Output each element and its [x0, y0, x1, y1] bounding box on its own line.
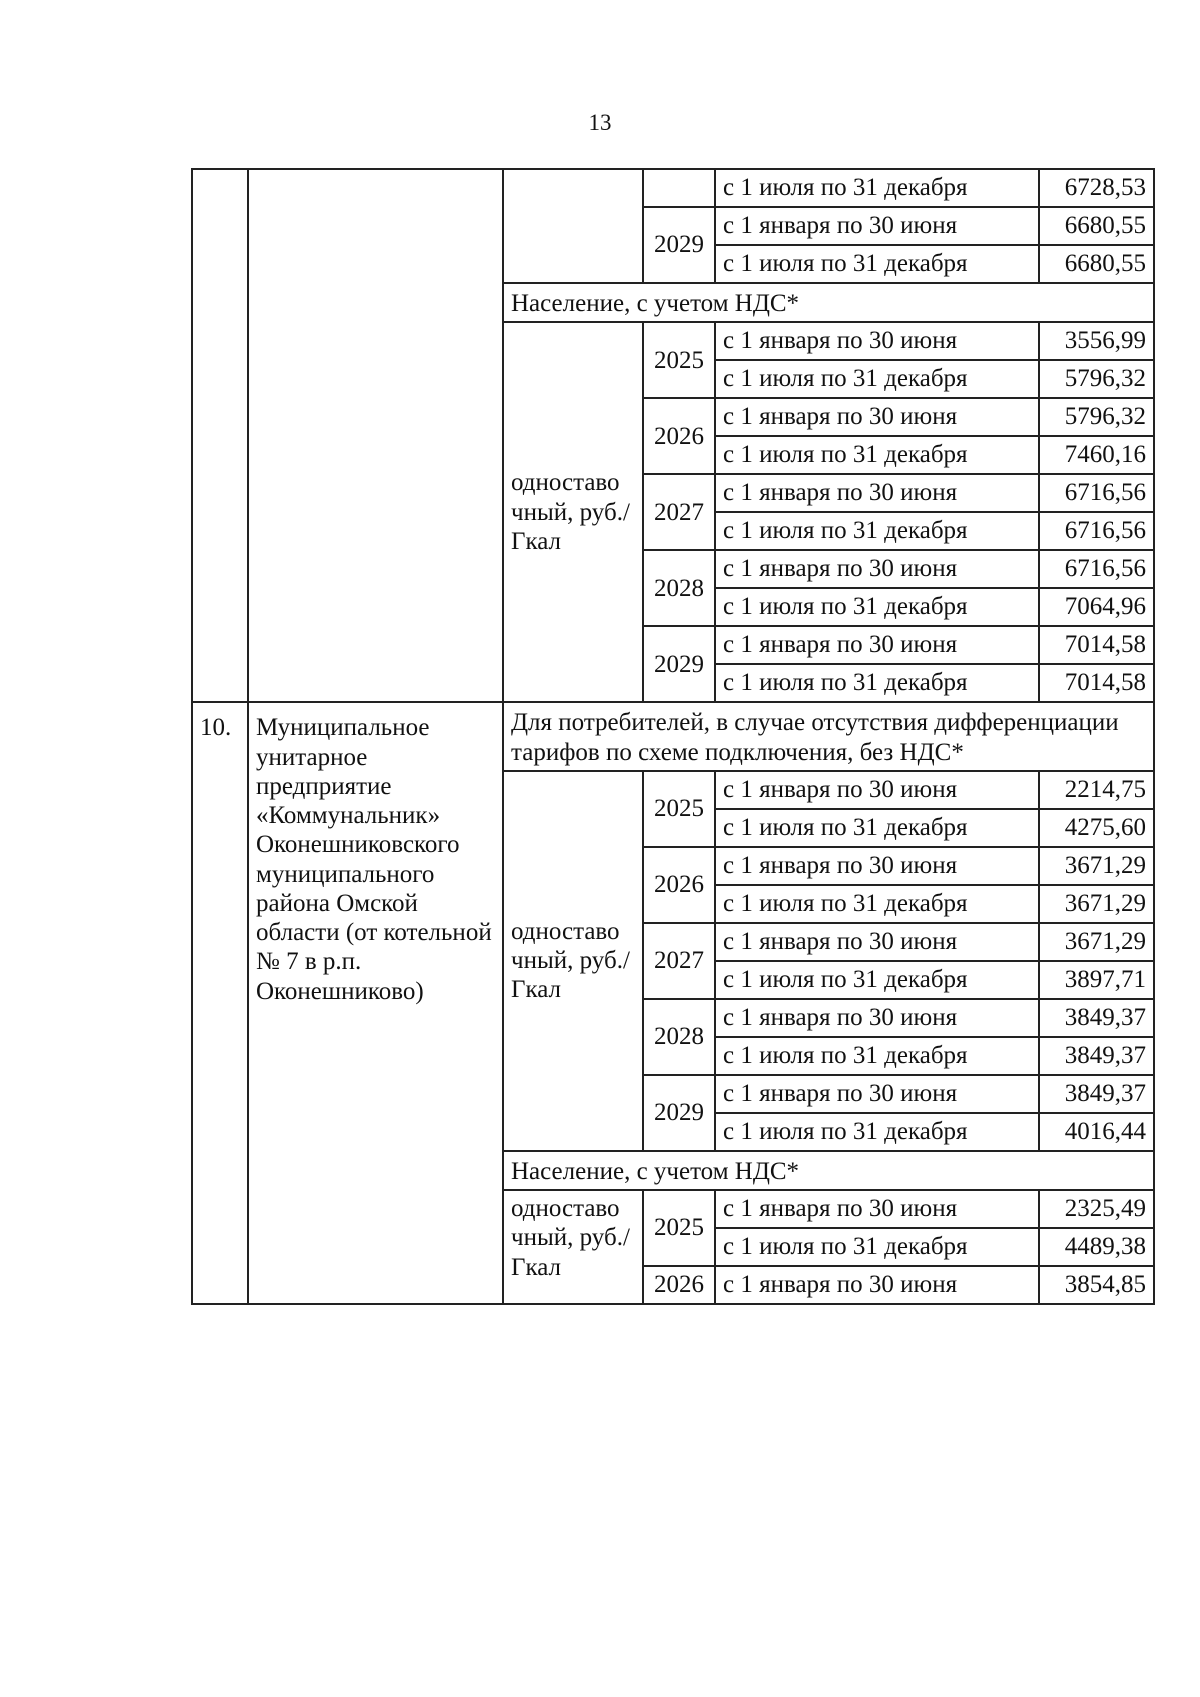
tariff-value: 3854,85: [1039, 1266, 1154, 1304]
tariff-value: 2214,75: [1039, 771, 1154, 809]
period-cell: с 1 июля по 31 декабря: [715, 588, 1039, 626]
period-cell: с 1 июля по 31 декабря: [715, 1228, 1039, 1266]
tariff-value: 3671,29: [1039, 847, 1154, 885]
row-number-cell: [192, 169, 248, 702]
period-cell: с 1 января по 30 июня: [715, 207, 1039, 245]
tariff-value: 3849,37: [1039, 999, 1154, 1037]
tariff-value: 6728,53: [1039, 169, 1154, 207]
tariff-value: 3849,37: [1039, 1075, 1154, 1113]
year-cell: 2026: [643, 398, 715, 474]
year-cell: 2029: [643, 1075, 715, 1151]
table-row: [192, 169, 1154, 207]
period-cell: с 1 июля по 31 декабря: [715, 809, 1039, 847]
page-number: 13: [588, 110, 612, 135]
tariff-value: 3556,99: [1039, 322, 1154, 360]
year-cell: 2026: [643, 847, 715, 923]
tariff-value: 6680,55: [1039, 245, 1154, 283]
tariff-value: 4016,44: [1039, 1113, 1154, 1151]
tariff-value: 7460,16: [1039, 436, 1154, 474]
period-cell: с 1 января по 30 июня: [715, 474, 1039, 512]
tariff-value: 2325,49: [1039, 1190, 1154, 1228]
tariff-value: 5796,32: [1039, 398, 1154, 436]
tariff-value: 3671,29: [1039, 923, 1154, 961]
period-cell: с 1 января по 30 июня: [715, 322, 1039, 360]
year-cell: [643, 169, 715, 207]
period-cell: с 1 января по 30 июня: [715, 847, 1039, 885]
period-cell: с 1 января по 30 июня: [715, 626, 1039, 664]
tariff-value: 6716,56: [1039, 550, 1154, 588]
tariff-value: 3897,71: [1039, 961, 1154, 999]
tariff-value: 6680,55: [1039, 207, 1154, 245]
period-cell: с 1 июля по 31 декабря: [715, 169, 1039, 207]
year-cell: 2025: [643, 322, 715, 398]
period-cell: с 1 января по 30 июня: [715, 923, 1039, 961]
period-cell: с 1 июля по 31 декабря: [715, 664, 1039, 702]
population-header: Население, с учетом НДС*: [503, 1151, 1154, 1190]
section-header-row: [192, 702, 1154, 771]
year-cell: 2027: [643, 474, 715, 550]
consumers-header: Для потребителей, в случае отсутствия дифференциации тарифов по схеме подключения, без НДС*: [503, 702, 1154, 771]
tariff-kind-cell: одноставо чный, руб./Гкал: [503, 1190, 643, 1304]
tariff-value: 4489,38: [1039, 1228, 1154, 1266]
year-cell: 2029: [643, 626, 715, 702]
organization-cell: Муниципальное унитарное предприятие «Коммунальник» Оконешниковского муниципального района Омской области (от котельной № 7 в р.п. Оконешниково): [248, 702, 503, 1304]
population-header: Население, с учетом НДС*: [503, 283, 1154, 322]
row-number-cell: 10.: [192, 702, 248, 1304]
tariff-value: 7014,58: [1039, 664, 1154, 702]
tariff-value: 6716,56: [1039, 474, 1154, 512]
tariff-value: 3849,37: [1039, 1037, 1154, 1075]
tariff-kind-cell: одноставо чный, руб./Гкал: [503, 322, 643, 702]
period-cell: с 1 июля по 31 декабря: [715, 245, 1039, 283]
period-cell: с 1 июля по 31 декабря: [715, 885, 1039, 923]
period-cell: с 1 января по 30 июня: [715, 999, 1039, 1037]
tariff-kind-cell: [503, 169, 643, 283]
period-cell: с 1 июля по 31 декабря: [715, 1113, 1039, 1151]
tariff-value: 3671,29: [1039, 885, 1154, 923]
year-cell: 2025: [643, 771, 715, 847]
tariff-value: 6716,56: [1039, 512, 1154, 550]
year-cell: 2029: [643, 207, 715, 283]
year-cell: 2028: [643, 999, 715, 1075]
period-cell: с 1 января по 30 июня: [715, 771, 1039, 809]
period-cell: с 1 июля по 31 декабря: [715, 512, 1039, 550]
period-cell: с 1 января по 30 июня: [715, 1075, 1039, 1113]
year-cell: 2027: [643, 923, 715, 999]
tariff-value: 7064,96: [1039, 588, 1154, 626]
period-cell: с 1 июля по 31 декабря: [715, 360, 1039, 398]
period-cell: с 1 января по 30 июня: [715, 398, 1039, 436]
tariff-value: 4275,60: [1039, 809, 1154, 847]
period-cell: с 1 июля по 31 декабря: [715, 1037, 1039, 1075]
tariff-value: 7014,58: [1039, 626, 1154, 664]
year-cell: 2028: [643, 550, 715, 626]
tariff-value: 5796,32: [1039, 360, 1154, 398]
period-cell: с 1 января по 30 июня: [715, 1190, 1039, 1228]
period-cell: с 1 июля по 31 декабря: [715, 436, 1039, 474]
year-cell: 2026: [643, 1266, 715, 1304]
period-cell: с 1 января по 30 июня: [715, 1266, 1039, 1304]
period-cell: с 1 июля по 31 декабря: [715, 961, 1039, 999]
year-cell: 2025: [643, 1190, 715, 1266]
tariff-kind-cell: одноставо чный, руб./Гкал: [503, 771, 643, 1151]
tariff-table: [191, 168, 1155, 1305]
period-cell: с 1 января по 30 июня: [715, 550, 1039, 588]
organization-cell: [248, 169, 503, 702]
